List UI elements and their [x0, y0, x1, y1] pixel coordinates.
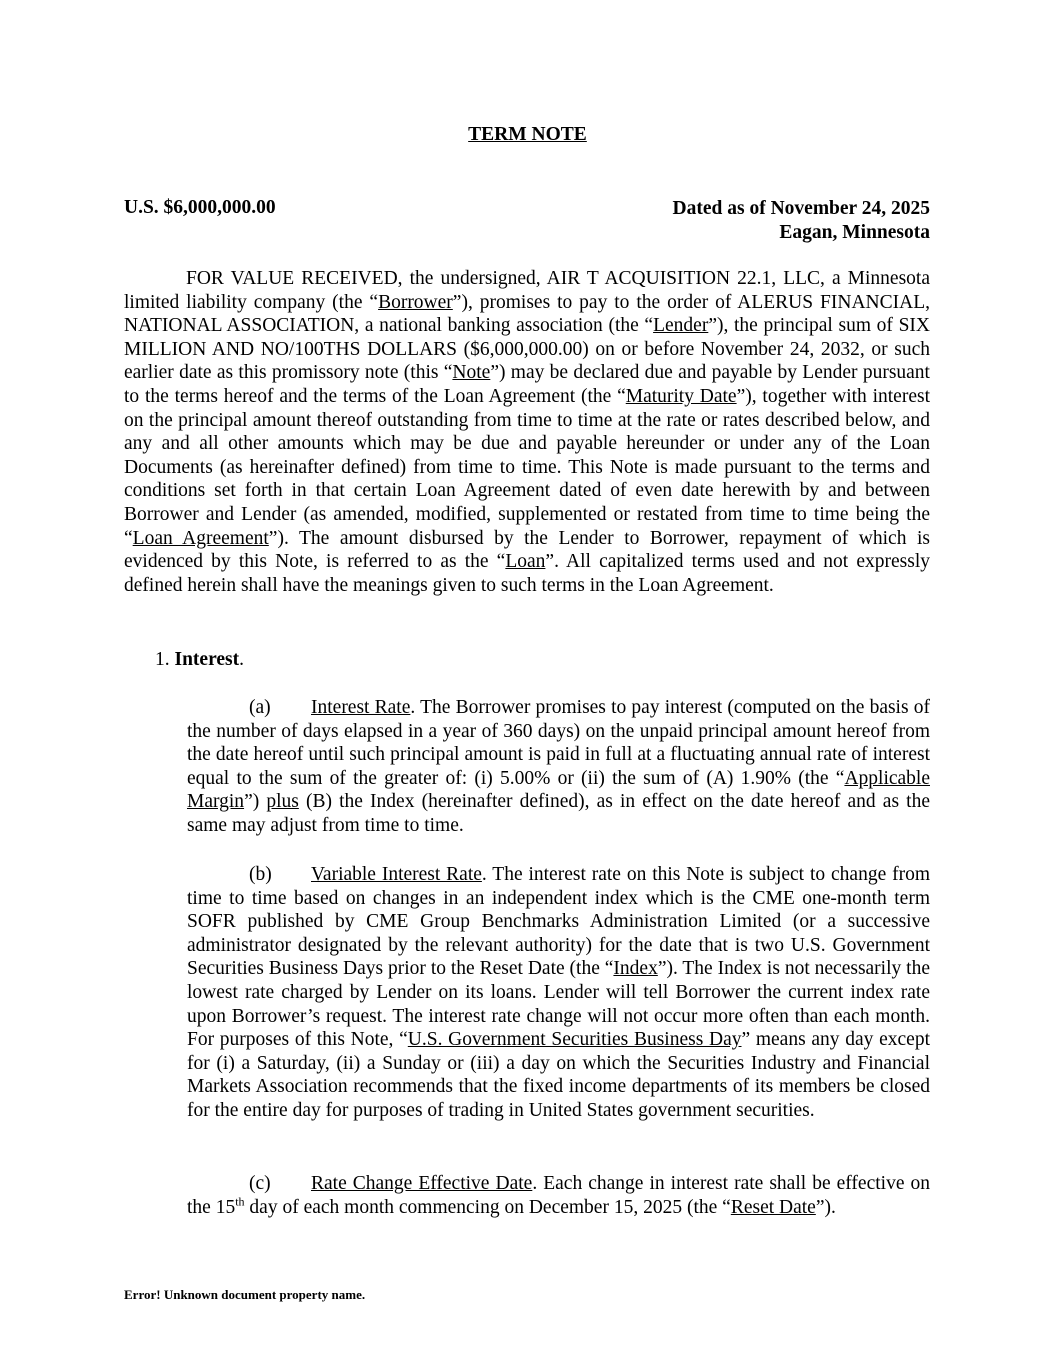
subsection-text: ”).	[815, 1196, 836, 1218]
term-borrower: Borrower	[378, 291, 453, 313]
term-loan-agreement: Loan Agreement	[132, 527, 269, 549]
section-1-heading	[155, 649, 244, 671]
intro-text: ”), together with interest on the principal amount thereof outstanding from time to time at the rate or rates described below, and any and all other amounts which may be due and payable hereunder or under any of the Loan Documents (as hereinafter defined) from time to time. This Note is made pursuant to the terms and conditions set forth in that certain Loan Agreement dated of even date herewith by and between Borrower and Lender (as amended, modified, supplemented or restated from time to time being the “	[124, 385, 930, 549]
intro-text: ”), the principal sum of SIX MILLION AND NO/100THS DOLLARS ($6,000,000.00) on or before November 24, 2032, or such earlier date as this promissory note (this “	[124, 315, 930, 384]
section-title-punct: .	[239, 649, 244, 670]
term-index: Index	[613, 958, 658, 980]
subsection-title-rate-change-date: Rate Change Effective Date	[311, 1173, 533, 1194]
intro-text: ”), promises to pay to the order of ALERUS FINANCIAL, NATIONAL ASSOCIATION, a national banking association (the “	[124, 291, 930, 337]
subsection-text: (B) the Index (hereinafter defined), as in effect on the date hereof and as the same may adjust from time to time.	[187, 791, 930, 836]
subsection-marker: (a)	[249, 697, 271, 718]
subsection-a	[187, 696, 930, 838]
subsection-text: . The Borrower promises to pay interest (computed on the basis of the number of days elapsed in a year of 360 days) on the unpaid principal amount hereof from the date hereof until such principal amount is paid in full at a fluctuating annual rate of interest equal to the sum of the greater of: (i) 5.00% or (ii) the sum of (A) 1.90% (the “	[187, 697, 930, 789]
ordinal-suffix: th	[235, 1194, 245, 1209]
term-reset-date: Reset Date	[730, 1196, 816, 1218]
page-footer: Error! Unknown document property name.	[124, 1287, 366, 1302]
term-lender: Lender	[653, 315, 709, 337]
subsection-marker: (b)	[249, 864, 272, 885]
subsection-text: ”)	[244, 791, 267, 813]
subsection-marker: (c)	[249, 1173, 271, 1194]
subsection-text: . The interest rate on this Note is subject to change from time to time based on changes in an independent index which is the CME one-month term SOFR published by CME Group Benchmarks Administration Limited (or a successive administrator designated by the relevant authority) for the date that is two U.S. Government Securities Business Days prior to the Reset Date (the “	[187, 864, 930, 980]
subsection-title-interest-rate: Interest Rate	[311, 697, 411, 718]
subsection-text: day of each month commencing on December 15, 2025 (the “	[244, 1196, 731, 1218]
term-gov-securities-business-day: U.S. Government Securities Business Day	[407, 1029, 742, 1051]
dated-line: Dated as of November 24, 2025	[672, 198, 930, 219]
subsection-title-variable-rate: Variable Interest Rate	[311, 864, 482, 885]
term-note: Note	[452, 362, 491, 384]
subsection-b	[187, 863, 930, 1123]
subsection-text: . Each change in interest rate shall be effective on the 15	[187, 1173, 931, 1218]
section-title: Interest	[174, 649, 240, 670]
location-line: Eagan, Minnesota	[779, 222, 930, 243]
intro-text: FOR VALUE RECEIVED, the undersigned, AIR T ACQUISITION 22.1, LLC, a Minnesota limited liability company (the “	[124, 268, 930, 313]
subsection-text: ” means any day except for (i) a Saturday, (ii) a Sunday or (iii) a day on which the Securities Industry and Financial Markets Association recommends that the fixed income departments of its members be closed for the entire day for purposes of trading in United States government securities.	[187, 1029, 930, 1121]
subsection-text: ”). The Index is not necessarily the lowest rate charged by Lender on its loans. Lender will tell Borrower the current index rate upon Borrower’s request. The interest rate change will not occur more often than each month. For purposes of this Note, “	[187, 958, 930, 1051]
term-maturity-date: Maturity Date	[625, 385, 737, 407]
principal-amount: U.S. $6,000,000.00	[124, 197, 276, 218]
document-title: TERM NOTE	[468, 124, 587, 145]
term-loan: Loan	[505, 551, 546, 573]
intro-text: ”) may be declared due and payable by Lender pursuant to the terms hereof and the terms of the Loan Agreement (the “	[124, 362, 930, 407]
term-applicable-margin: Applicable Margin	[187, 767, 930, 813]
subsection-c	[187, 1172, 930, 1219]
intro-text: ”. All capitalized terms used and not expressly defined herein shall have the meanings given to such terms in the Loan Agreement.	[124, 551, 931, 596]
section-number: 1.	[155, 649, 170, 670]
date-location-block	[673, 197, 930, 245]
intro-text: ”). The amount disbursed by the Lender to Borrower, repayment of which is evidenced by this Note, is referred to as the “	[124, 527, 930, 573]
intro-paragraph	[124, 267, 930, 597]
term-plus: plus	[266, 791, 299, 813]
